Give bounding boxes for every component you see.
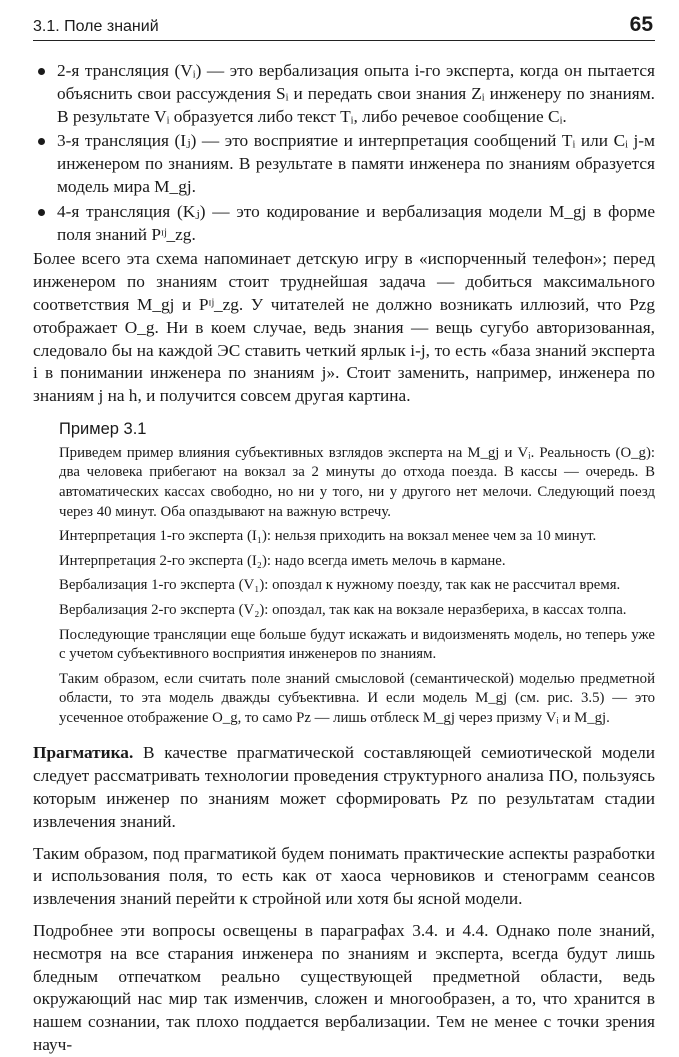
paragraph: Таким образом, под прагматикой будем понимать практические аспекты разработки и использования поля, то есть как от хаоса черновиков и стенограмм сеансов извлечения знаний перейти к стройной или хотя бы ясной модели.	[33, 843, 655, 909]
paragraph: Подробнее эти вопросы освещены в параграфах 3.4. и 4.4. Однако поле знаний, несмотря на все старания инженера по знаниям и эксперта, всегда будут лишь бледным отпечатком реально существующей предметной области, ведь окружающий нас мир так изменчив, сложен и многообразен, а то, что хранится в нашем сознании, так плохо поддается вербализации. Тем не менее с точки зрения науч-	[33, 921, 655, 1055]
example-paragraph: Интерпретация 1-го эксперта (I₁): нельзя приходить на вокзал менее чем за 10 минут.	[59, 528, 597, 545]
example-paragraph: Таким образом, если считать поле знаний смысловой (семантической) моделью предметной области, то эта модель дважды субъективна. И если модель M_gj (см. рис. 3.5) — это усеченное отображение O_g, то само Pz — лишь отблеск M_gj через призму Vᵢ и M_gj.	[59, 670, 655, 726]
example-title: Пример 3.1	[59, 419, 147, 438]
translation-list	[33, 60, 655, 246]
example-paragraph: Вербализация 1-го эксперта (V₁): опоздал к нужному поезду, так как не рассчитал время.	[59, 577, 621, 594]
section-title: 3.1. Поле знаний	[33, 18, 159, 35]
example-block	[59, 444, 655, 729]
example-paragraph: Приведем пример влияния субъективных взглядов эксперта на M_gj и Vᵢ. Реальность (O_g): два человека прибегают на вокзал за 2 минуты до отхода поезда. В кассы — очередь. В автоматических кассах свободно, но ни у того, ни у другого нет мелочи. Следующий поезд через 40 минут. Оба опаздывают на важную встречу.	[59, 444, 655, 520]
page-body	[33, 60, 655, 1057]
pragmatics-text: В качестве прагматической составляющей семиотической модели следует рассматривать технологии проведения структурного анализа ПО, пользуясь которым инженер по знаниям может сформировать Pz по результатам стадии извлечения знаний.	[33, 743, 655, 831]
pragmatics-label: Прагматика.	[33, 743, 134, 763]
list-item: 2-я трансляция (Vᵢ) — это вербализация опыта i-го эксперта, когда он пытается объяснить свои рассуждения Sᵢ и передать свои знания Zᵢ инженеру по знаниям. В результате Vᵢ образуется либо текст Tᵢ, либо речевое сообщение Cᵢ.	[33, 60, 655, 128]
example-paragraph: Последующие трансляции еще больше будут искажать и видоизменять модель, но теперь уже с учетом субъективного восприятия инженеров по знаниям.	[59, 626, 655, 663]
list-item: 4-я трансляция (Kⱼ) — это кодирование и вербализация модели M_gj в форме поля знаний Pᶦʲ_zg.	[33, 201, 655, 247]
page-number: 65	[629, 13, 653, 36]
page-header	[33, 14, 655, 41]
example-paragraph: Вербализация 2-го эксперта (V₂): опоздал, так как на вокзале неразбериха, в кассах толпа.	[59, 601, 627, 618]
paragraph: Более всего эта схема напоминает детскую игру в «испорченный телефон»; перед инженером по знаниям стоит труднейшая задача — добиться максимального соответствия M_gj и Pᶦʲ_zg. У читателей не должно возникать иллюзий, что Pzg отображает O_g. Ни в коем случае, ведь знания — вещь сугубо авторизованная, следовало бы на каждой ЭС ставить четкий ярлык i-j, то есть «база знаний эксперта i в понимании инженера по знаниям j». Стоит заменить, например, инженера по знаниям j на h, и получится совсем другая картина.	[33, 249, 655, 406]
pragmatics-paragraph	[33, 742, 655, 833]
example-paragraph: Интерпретация 2-го эксперта (I₂): надо всегда иметь мелочь в кармане.	[59, 552, 506, 569]
list-item: 3-я трансляция (Iⱼ) — это восприятие и интерпретация сообщений Tᵢ или Cᵢ j-м инженером по знаниям. В результате в памяти инженера по знаниям образуется модель мира M_gj.	[33, 130, 655, 198]
